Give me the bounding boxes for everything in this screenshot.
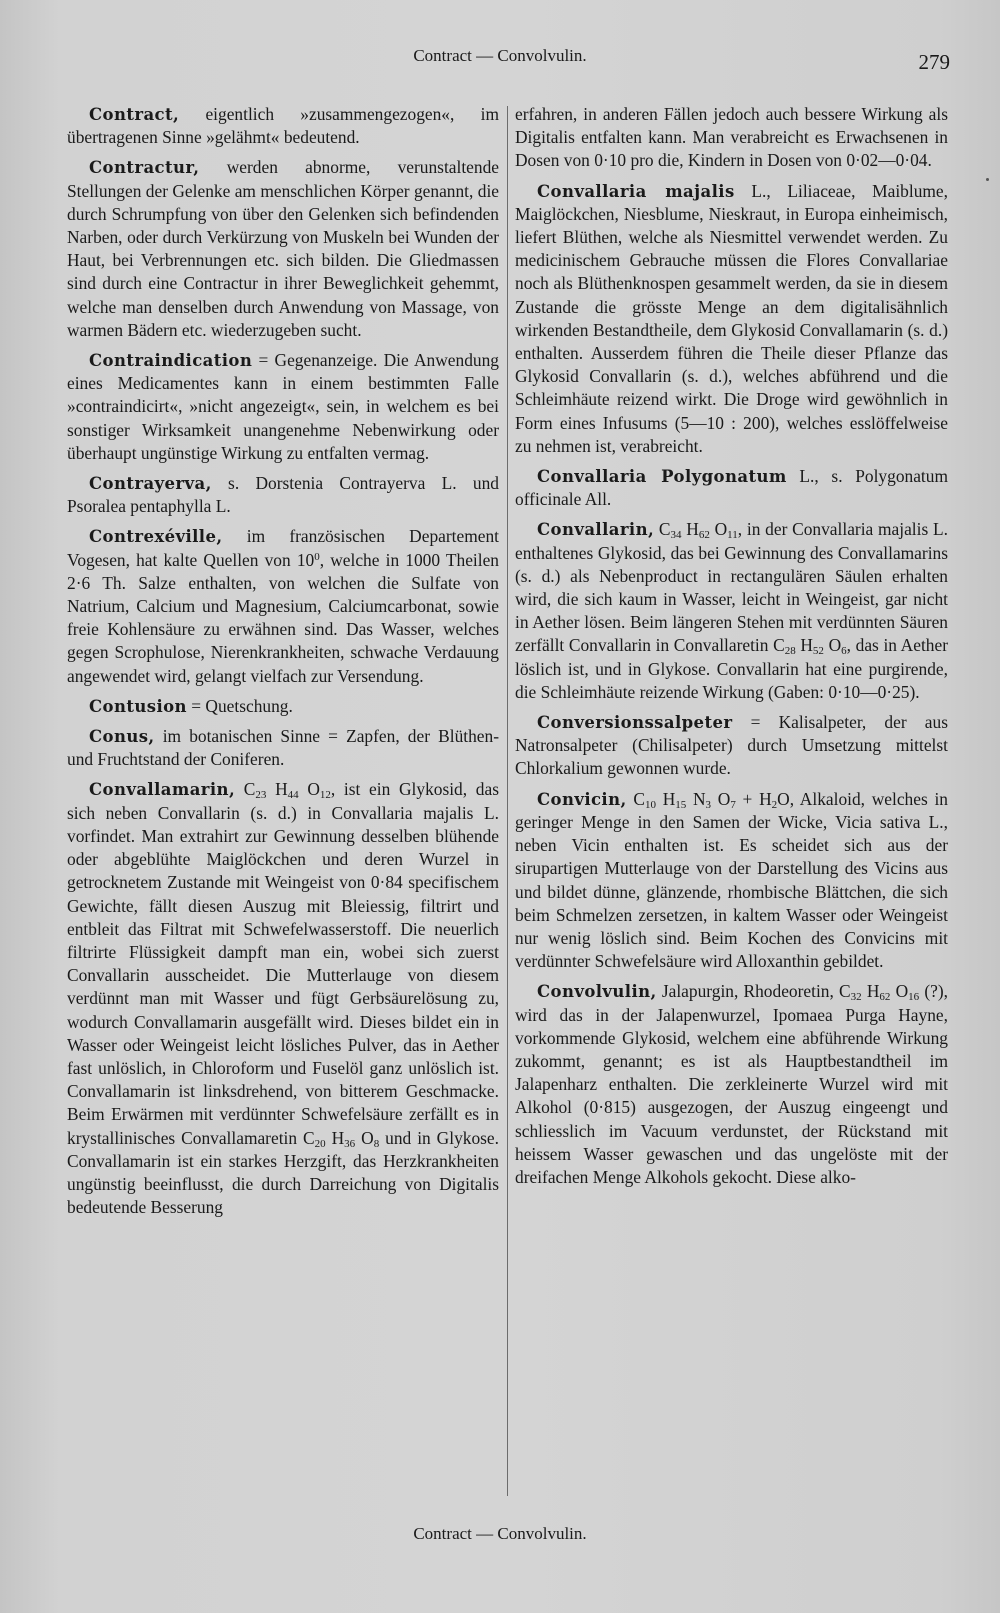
formula-subscript: 10 <box>644 798 656 811</box>
entry-headword: Convallaria Polygonatum <box>537 467 787 487</box>
entry-headword: Contractur, <box>89 158 200 178</box>
formula-subscript: 6 <box>841 645 847 658</box>
entry-text: erfahren, in anderen Fällen jedoch auch bessere Wirkung als Digitalis entfalten kann. Man verabreicht es Erwachsenen in Dosen von 0·10 pro die, Kindern in Dosen von 0·02—0·04. <box>515 104 948 171</box>
entry-text: = Quetschung. <box>186 695 293 716</box>
running-foot: Contract — Convolvulin. <box>413 1524 587 1543</box>
entry-headword: Conus, <box>89 727 155 747</box>
formula-subscript: 62 <box>698 529 710 542</box>
entry-text: , das in Aether löslich ist, und in Glykose. Convallarin hat eine purgirende, die Schleimhäute reizende Wirkung (Gaben: 0·10—0·25). <box>515 635 948 702</box>
formula-subscript: 44 <box>287 789 299 802</box>
entry-text: C <box>654 519 671 540</box>
dictionary-entry <box>515 711 948 781</box>
entry-text: (?), wird das in der Jalapenwurzel, Ipomaea Purga Hayne, vorkommende Glykosid, welchem eine abführende Wirkung zukommt, genannt; es ist als Hauptbestandtheil im Jalapenharz enthalten. Die zerkleinerte Wurzel wird mit Alkohol (0·815) ausgezogen, der Auszug eingeengt und schliesslich im Vacuum verdunstet, der Rückstand mit heissem Wasser gewaschen und das ungelöste mit der dreifachen Menge Alkohols gekocht. Diese alko- <box>515 981 948 1187</box>
formula-subscript: 7 <box>730 798 736 811</box>
entry-text: im botanischen Sinne = Zapfen, der Blüthen- und Fruchtstand der Coniferen. <box>67 726 499 770</box>
entry-headword: Contusion <box>89 696 187 716</box>
entry-headword: Conversionssalpeter <box>537 713 733 733</box>
entry-headword: Contraindication <box>89 351 253 371</box>
dictionary-entry <box>515 788 948 974</box>
entry-text: O <box>890 981 909 1002</box>
entry-text: O <box>298 779 320 800</box>
entry-text: , ist ein Glykosid, das sich neben Convallarin (s. d.) in Convallaria majalis L. vorfindet. Man extrahirt zur Gewinnung desselben blühende oder abgeblühte Maiglöckchen und deren Wurzel in getrocknetem Zustande mit Weingeist von 0·84 specifischem Gewichte, fällt diesen Auszug mit Bleiessig, filtrirt und entbleit das Filtrat mit Schwefelwasserstoff. Die neuerlich filtrirte Flüssigkeit dampft man ein, wobei sich zuerst Convallarin ausscheidet. Die Mutterlauge von diesem verdünnt man mit Wasser und fügt Gerbsäurelösung zu, wodurch Convallamarin ausgefällt wird. Dieses bildet ein in Wasser oder Weingeist leicht lösliches Pulver, das in Aether fast unlöslich, in Chloroform und Fuselöl ganz unlöslich ist. Convallamarin ist linksdrehend, von bitterem Geschmacke. Beim Erwärmen mit verdünnter Schwefelsäure zerfällt es in krystallinisches Convallamaretin C <box>67 779 499 1148</box>
entry-text: C <box>235 779 256 800</box>
print-speck <box>986 178 989 181</box>
entry-text: O <box>823 635 842 656</box>
entry-text: eigentlich »zusammengezogen«, im übertragenen Sinne »gelähmt« bedeutend. <box>67 104 499 148</box>
entry-text: L., Liliaceae, Maiblume, Maiglöckchen, Niesblume, Nieskraut, in Europa einheimisch, liefert Blüthen, welche als Niesmittel verwendet werden. Zu medicinischem Gebrauche müssen die Flores Convallariae noch als Blüthenknospen gesammelt werden, da sie in diesem Zustande die grösste Menge an dem digitalisähnlich wirkenden Bestandtheile, dem Glykosid Convallamarin (s. d.) enthalten. Ausserdem führen die Theile dieser Pflanze das Glykosid Convallarin (s. d.), welches abführend und die Schleimhäute reizend wirkt. Die Droge wird gewöhnlich in Form eines Infusums (5—10 : 200), welches esslöffelweise zu nehmen ist, verabreicht. <box>515 180 948 456</box>
dictionary-entry <box>67 725 499 771</box>
formula-subscript: 34 <box>670 529 682 542</box>
entry-headword: Convallaria majalis <box>537 181 735 201</box>
entry-text: im französischen Departement Vogesen, hat kalte Quellen von 10 <box>67 526 499 570</box>
entry-text: H <box>861 981 880 1002</box>
entry-text: O <box>355 1127 374 1148</box>
dictionary-entry <box>67 778 499 1219</box>
dictionary-entry <box>515 465 948 511</box>
entry-text: H <box>266 779 288 800</box>
formula-subscript: 36 <box>344 1137 356 1150</box>
entry-headword: Contrayerva, <box>89 474 212 494</box>
formula-subscript: 11 <box>727 529 738 542</box>
dictionary-entry <box>67 156 499 342</box>
formula-subscript: 32 <box>850 991 862 1004</box>
column-rule <box>507 106 508 1496</box>
entry-text: C <box>626 788 645 809</box>
formula-subscript: 3 <box>705 798 712 811</box>
formula-subscript: 52 <box>812 645 824 658</box>
dictionary-entry <box>67 472 499 518</box>
page-number: 279 <box>918 50 950 74</box>
entry-text: O <box>709 519 728 540</box>
entry-headword: Convallamarin, <box>89 780 236 800</box>
degree-superscript: 0 <box>314 550 320 563</box>
dictionary-entry <box>67 525 499 687</box>
entry-text: Jalapurgin, Rhodeoretin, C <box>656 981 851 1002</box>
entry-text: , welche in 1000 Theilen 2·6 Th. Salze enthalten, von welchen die Sulfate von Natrium, Calcium und Magnesium, Calciumcarbonat, sowie freie Kohlensäure zu erwähnen sind. Das Wasser, welches gegen Scrophulose, Nierenkrankheiten, schwache Verdauung angewendet wird, gelangt vielfach zur Versendung. <box>67 549 499 686</box>
entry-text: H <box>681 519 699 540</box>
entry-text: werden abnorme, verunstaltende Stellungen der Gelenke am menschlichen Körper genannt, die durch Schrumpfung von über den Gelenken sich befindenden Narben, oder durch Verkürzung von Muskeln bei Wunden der Haut, bei Verbrennungen etc. sich bilden. Die Gliedmassen sind durch eine Contractur in ihrer Beweglichkeit gehemmt, welche man denselben durch Anwendung von Massage, von warmen Bädern etc. wiederzugeben sucht. <box>67 157 499 340</box>
dictionary-entry <box>515 180 948 458</box>
dictionary-entry <box>515 980 948 1189</box>
entry-text: s. Dorstenia Contrayerva L. und Psoralea pentaphylla L. <box>67 473 499 517</box>
left-column <box>67 103 499 1226</box>
formula-subscript: 12 <box>319 789 331 802</box>
entry-text: O, Alkaloid, welches in geringer Menge in den Samen der Wicke, Vicia sativa L., neben Vicin enthalten ist. Es scheidet sich aus der sirupartigen Mutterlauge von der Darstellung des Vicins aus und bildet dünne, glänzende, rhombische Blättchen, die sich beim Schmelzen zersetzen, in kaltem Wasser oder Weingeist nur wenig löslich sind. Beim Kochen des Convicins mit verdünnter Schwefelsäure wird Alloxanthin gebildet. <box>515 788 948 972</box>
entry-text: und in Glykose. Convallamarin ist ein starkes Herzgift, das Herzkrankheiten ungünstig beeinflusst, die durch Darreichung von Digitalis bedeutende Besserung <box>67 1127 499 1218</box>
entry-text: L., s. Polygonatum officinale All. <box>515 466 948 510</box>
dictionary-entry <box>515 518 948 704</box>
formula-subscript: 28 <box>784 645 796 658</box>
entry-headword: Convolvulin, <box>537 982 657 1002</box>
entry-text: , in der Convallaria majalis L. enthaltenes Glykosid, das bei Gewinnung des Convallamarins (s. d.) als Nebenproduct in rectangulären Säulen erhalten wird, die sich kaum in Wasser, leicht in Weingeist, gar nicht in Aether lösen. Beim längeren Stehen mit verdünnten Säuren zerfällt Convallarin in Convallaretin C <box>515 519 948 656</box>
entry-text: = Kalisalpeter, der aus Natronsalpeter (Chilisalpeter) durch Umsetzung mittelst Chlorkalium gewonnen wurde. <box>515 712 948 779</box>
entry-text: N <box>686 788 706 809</box>
formula-subscript: 62 <box>879 991 891 1004</box>
formula-subscript: 23 <box>255 789 267 802</box>
dictionary-entry <box>67 695 499 718</box>
entry-text: H <box>655 788 676 809</box>
entry-text: = Gegenanzeige. Die Anwendung eines Medicamentes kann in einem bestimmten Falle »contraindicirt«, »nicht angezeigt«, sein, in welchem es bei sonstiger Wirksamkeit unangenehme Nebenwirkung oder überhaupt ungünstige Wirkung zu entfalten vermag. <box>67 350 499 463</box>
entry-headword: Convallarin, <box>537 520 655 540</box>
entry-text: + H <box>735 788 772 809</box>
running-head: Contract — Convolvulin. <box>413 46 587 65</box>
entry-headword: Contract, <box>89 105 180 124</box>
formula-subscript: 16 <box>908 991 920 1004</box>
entry-headword: Contrexéville, <box>89 527 223 547</box>
formula-subscript: 8 <box>373 1137 380 1150</box>
formula-subscript: 20 <box>314 1137 326 1150</box>
formula-subscript: 15 <box>675 798 687 811</box>
entry-text: H <box>325 1127 345 1148</box>
entry-text: H <box>795 635 813 656</box>
dictionary-entry <box>67 103 499 149</box>
right-column <box>515 103 948 1196</box>
dictionary-entry <box>67 349 499 465</box>
entry-text: O <box>711 788 731 809</box>
formula-subscript: 2 <box>771 798 778 811</box>
dictionary-entry <box>515 103 948 173</box>
entry-headword: Convicin, <box>537 789 627 809</box>
